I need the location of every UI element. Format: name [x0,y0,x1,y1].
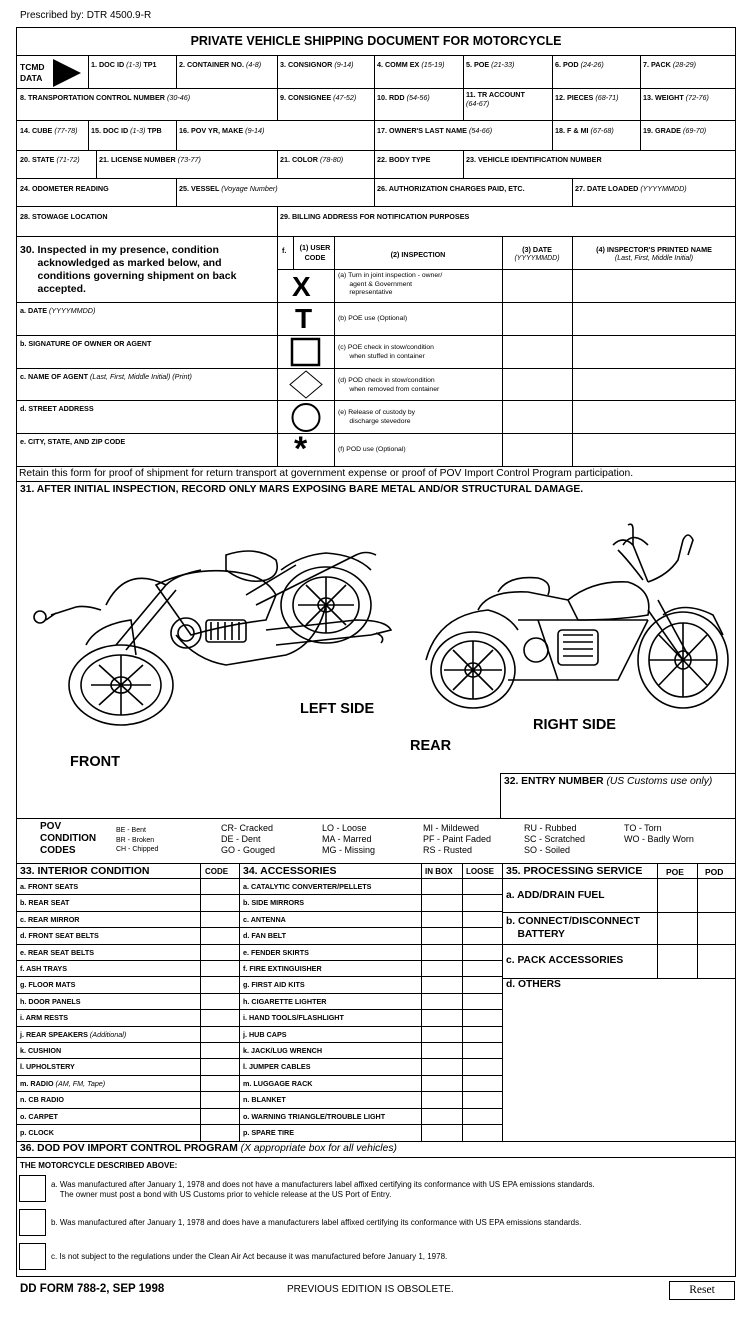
city-state-zip[interactable]: e. CITY, STATE, AND ZIP CODE [20,437,126,446]
street-address[interactable]: d. STREET ADDRESS [20,404,94,413]
field-odometer[interactable]: 24. ODOMETER READING [20,184,109,193]
codes-col-1: BE - Bent BR - Broken CH - Chipped [116,827,159,853]
accessory-item[interactable]: p. SPARE TIRE [243,1128,294,1137]
col-f: f. [282,246,287,255]
motorcycle-left-front-drawing [26,525,401,730]
col-inspection: (2) INSPECTION [390,250,446,259]
interior-item[interactable]: b. REAR SEAT [20,898,70,907]
inspection-a: (a) Turn in joint inspection - owner/ agent & Government representative [338,272,443,296]
field-weight[interactable]: 13. WEIGHT (72-76) [643,93,709,102]
rear-label: REAR [410,738,452,754]
field-pieces[interactable]: 12. PIECES (68-71) [555,93,619,102]
interior-item[interactable]: p. CLOCK [20,1128,54,1137]
inspection-b: (b) POE use (Optional) [338,315,408,322]
interior-item[interactable]: n. CB RADIO [20,1095,64,1104]
col-date: (3) DATE [522,245,552,254]
field-f-mi[interactable]: 18. F & MI (67-68) [555,126,614,135]
x-mark-icon: X [292,271,311,302]
accessory-item[interactable]: d. FAN BELT [243,931,286,940]
processing-battery[interactable]: b. CONNECT/DISCONNECT BATTERY [506,916,640,940]
owner-signature[interactable]: b. SIGNATURE OF OWNER OR AGENT [20,339,152,348]
tcmd-label: TCMD DATA [20,62,45,83]
prescribed-by: Prescribed by: DTR 4500.9-R [20,10,152,21]
left-side-label: LEFT SIDE [300,701,375,717]
codes-col-6: TO - Torn WO - Badly Worn [624,823,694,844]
inspection-f: (f) POD use (Optional) [338,446,406,453]
inspection-e: (e) Release of custody by discharge stevedore [338,409,416,425]
inspection-date[interactable]: a. DATE (YYYYMMDD) [20,306,96,315]
accessory-item[interactable]: e. FENDER SKIRTS [243,948,309,957]
codes-title: POV CONDITION CODES [40,821,97,856]
interior-item[interactable]: d. FRONT SEAT BELTS [20,931,99,940]
interior-item[interactable]: e. REAR SEAT BELTS [20,948,95,957]
codes-col-4: MI - Mildewed PF - Paint Faded RS - Rusted [423,823,492,855]
field-tcn[interactable]: 8. TRANSPORTATION CONTROL NUMBER (30-46) [20,93,191,102]
in-box-header: IN BOX [425,867,453,876]
accessory-item[interactable]: c. ANTENNA [243,915,286,924]
field-vessel[interactable]: 25. VESSEL (Voyage Number) [179,184,278,193]
t-mark-icon: T [295,303,313,334]
agent-name[interactable]: c. NAME OF AGENT (Last, First, Middle Initial) (Print) [20,372,192,381]
field-pov-yr-make[interactable]: 16. POV YR, MAKE (9-14) [179,126,265,135]
program-option-a: a. Was manufactured after January 1, 1978 and does not have a manufacturers label affixed certifying its conformance with US EPA emissions standards. The owner must post a bond with US Customs prior to vehicle release at the US Port of Entry. [51,1180,595,1199]
interior-heading: 33. INTERIOR CONDITION [20,865,150,877]
field-tr-account[interactable]: 11. TR ACCOUNT (64-67) [466,90,525,108]
retain-note: Retain this form for proof of shipment for return transport at government expense or proof of POV Import Control Program participation. [19,468,634,479]
accessory-item[interactable]: g. FIRST AID KITS [243,980,305,989]
inspection-heading: 30. Inspected in my presence, condition acknowledged as marked below, and conditions governing shipment on back accepted. [20,244,237,295]
col-inspector-name: (4) INSPECTOR'S PRINTED NAME [596,245,712,254]
field-billing-address[interactable]: 29. BILLING ADDRESS FOR NOTIFICATION PURPOSES [280,212,470,221]
field-grade[interactable]: 19. GRADE (69-70) [643,126,707,135]
col-date-sub: (YYYYMMDD) [514,255,560,262]
accessory-item[interactable]: b. SIDE MIRRORS [243,898,305,907]
interior-item[interactable]: c. REAR MIRROR [20,915,80,924]
interior-item[interactable]: a. FRONT SEATS [20,882,79,891]
interior-item[interactable]: m. RADIO (AM, FM, Tape) [20,1079,106,1088]
accessory-item[interactable]: l. JUMPER CABLES [243,1062,311,1071]
accessory-item[interactable]: o. WARNING TRIANGLE/TROUBLE LIGHT [243,1112,386,1121]
field-license-number[interactable]: 21. LICENSE NUMBER (73-77) [99,155,201,164]
accessory-item[interactable]: h. CIGARETTE LIGHTER [243,997,327,1006]
codes-col-3: LO - Loose MA - Marred MG - Missing [322,823,376,855]
interior-item[interactable]: j. REAR SPEAKERS (Additional) [20,1030,127,1039]
interior-item[interactable]: g. FLOOR MATS [20,980,76,989]
form-number: DD FORM 788-2, SEP 1998 [20,1283,165,1295]
damage-heading: 31. AFTER INITIAL INSPECTION, RECORD ONLY MARS EXPOSING BARE METAL AND/OR STRUCTURAL DAMAGE. [20,484,584,495]
accessory-item[interactable]: a. CATALYTIC CONVERTER/PELLETS [243,882,372,891]
interior-item[interactable]: i. ARM RESTS [20,1013,69,1022]
col-inspector-name-sub: (Last, First, Middle Initial) [614,255,694,262]
accessory-item[interactable]: f. FIRE EXTINGUISHER [243,964,322,973]
processing-heading: 35. PROCESSING SERVICE [506,865,643,877]
processing-others[interactable]: d. OTHERS [506,979,561,990]
motorcycle-right-rear-drawing [418,520,738,720]
codes-col-5: RU - Rubbed SC - Scratched SO - Soiled [524,823,586,855]
program-option-c: c. Is not subject to the regulations under the Clean Air Act because it was manufactured before January 1, 1978. [51,1252,448,1261]
processing-pack-accessories[interactable]: c. PACK ACCESSORIES [506,955,624,966]
program-option-b: b. Was manufactured after January 1, 1978 and does have a manufacturers label affixed certifying its conformance with US EPA emissions standards. [51,1218,582,1227]
square-icon [290,337,322,367]
pod-header: POD [705,867,724,877]
loose-header: LOOSE [466,867,495,876]
field-owner-last-name[interactable]: 17. OWNER'S LAST NAME (54-66) [377,126,493,135]
program-checkbox-a[interactable] [19,1175,46,1202]
field-color[interactable]: 21. COLOR (78-80) [280,155,344,164]
col-user-code: (1) USER CODE [299,243,331,262]
field-pack[interactable]: 7. PACK (28-29) [643,60,696,69]
interior-item[interactable]: k. CUSHION [20,1046,62,1055]
tcmd-arrow-icon [51,57,83,89]
accessory-item[interactable]: j. HUB CAPS [243,1030,287,1039]
circle-icon [290,402,322,433]
entry-number-field[interactable]: 32. ENTRY NUMBER (US Customs use only) [504,776,713,787]
field-vin[interactable]: 23. VEHICLE IDENTIFICATION NUMBER [466,155,602,164]
interior-item[interactable]: f. ASH TRAYS [20,964,67,973]
field-poe[interactable]: 5. POE (21-33) [466,60,515,69]
accessory-item[interactable]: i. HAND TOOLS/FLASHLIGHT [243,1013,344,1022]
program-checkbox-b[interactable] [19,1209,46,1236]
inspection-d: (d) POD check in stow/condition when removed from container [338,377,440,393]
interior-item[interactable]: o. CARPET [20,1112,58,1121]
form-title: PRIVATE VEHICLE SHIPPING DOCUMENT FOR MOTORCYCLE [190,34,562,48]
codes-col-2: CR- Cracked DE - Dent GO - Gouged [221,823,276,855]
accessories-heading: 34. ACCESSORIES [243,865,337,877]
field-consignee[interactable]: 9. CONSIGNEE (47-52) [280,93,357,102]
front-label: FRONT [70,754,120,770]
interior-item[interactable]: h. DOOR PANELS [20,997,81,1006]
interior-item[interactable]: l. UPHOLSTERY [20,1062,75,1071]
field-authorization-charges[interactable]: 26. AUTHORIZATION CHARGES PAID, ETC. [377,184,525,193]
program-checkbox-c[interactable] [19,1243,46,1270]
field-pod[interactable]: 6. POD (24-26) [555,60,604,69]
poe-header: POE [666,867,684,877]
inspection-c: (c) POE check in stow/condition when stuffed in container [338,344,434,360]
processing-add-drain-fuel[interactable]: a. ADD/DRAIN FUEL [506,890,605,901]
field-date-loaded[interactable]: 27. DATE LOADED (YYYYMMDD) [575,184,687,193]
field-state[interactable]: 20. STATE (71-72) [20,155,80,164]
accessory-item[interactable]: k. JACK/LUG WRENCH [243,1046,323,1055]
field-doc-id-tpb[interactable]: 15. DOC ID (1-3) TPB [91,126,162,135]
accessory-item[interactable]: n. BLANKET [243,1095,286,1104]
accessory-item[interactable]: m. LUGGAGE RACK [243,1079,313,1088]
program-subheading: THE MOTORCYCLE DESCRIBED ABOVE: [20,1161,178,1170]
right-side-label: RIGHT SIDE [533,717,616,733]
diamond-icon [288,369,324,400]
field-stowage-location[interactable]: 28. STOWAGE LOCATION [20,212,108,221]
field-rdd[interactable]: 10. RDD (54-56) [377,93,430,102]
reset-button[interactable]: Reset [669,1281,735,1300]
program-heading: 36. DOD POV IMPORT CONTROL PROGRAM (X appropriate box for all vehicles) [20,1143,397,1154]
asterisk-icon: * [294,430,308,468]
field-doc-id[interactable]: 1. DOC ID (1-3) TP1 [91,60,157,69]
field-cube[interactable]: 14. CUBE (77-78) [20,126,78,135]
field-comm-ex[interactable]: 4. COMM EX (15-19) [377,60,445,69]
field-body-type[interactable]: 22. BODY TYPE [377,155,431,164]
obsolete-note: PREVIOUS EDITION IS OBSOLETE. [287,1284,454,1295]
field-container-no[interactable]: 2. CONTAINER NO. (4-8) [179,60,262,69]
interior-code-header: CODE [205,867,229,876]
field-consignor[interactable]: 3. CONSIGNOR (9-14) [280,60,354,69]
